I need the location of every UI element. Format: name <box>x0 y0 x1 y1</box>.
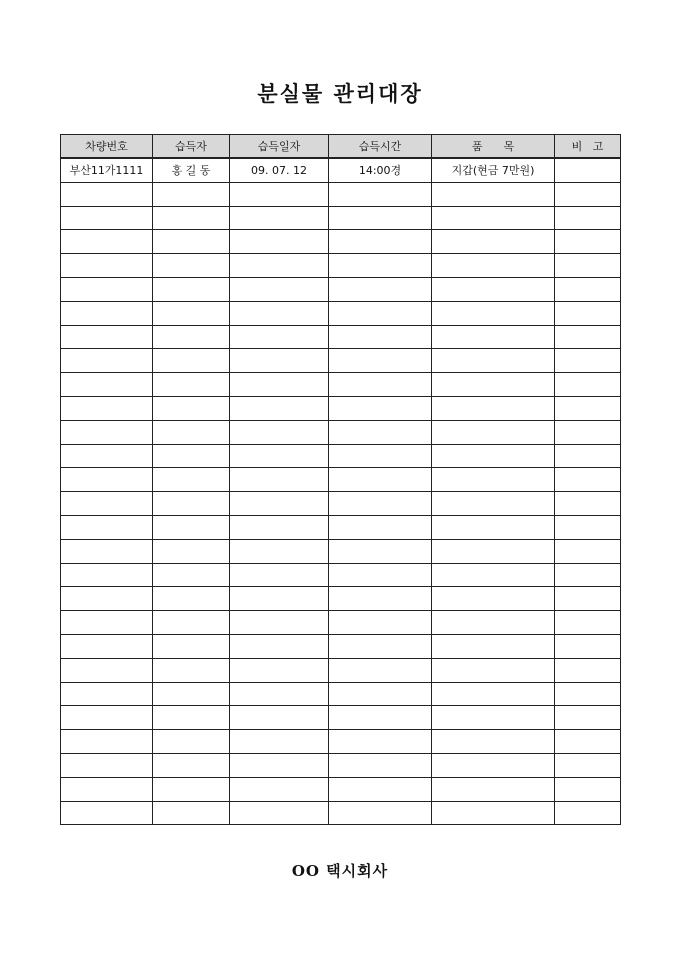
cell-finder <box>153 254 230 278</box>
table-row <box>61 682 621 706</box>
cell-found-date <box>230 396 329 420</box>
cell-found-time <box>329 539 432 563</box>
cell-finder: 홍 길 동 <box>153 158 230 182</box>
cell-finder <box>153 634 230 658</box>
cell-found-date <box>230 587 329 611</box>
cell-remarks <box>555 539 621 563</box>
cell-found-date <box>230 801 329 825</box>
cell-item <box>432 611 555 635</box>
table-row <box>61 730 621 754</box>
column-header-found-date: 습득일자 <box>230 135 329 159</box>
cell-found-date <box>230 325 329 349</box>
table-row <box>61 611 621 635</box>
table-row <box>61 706 621 730</box>
cell-found-time <box>329 492 432 516</box>
table-row <box>61 158 621 182</box>
cell-vehicle-number <box>61 396 153 420</box>
cell-finder <box>153 587 230 611</box>
cell-found-date <box>230 206 329 230</box>
column-header-item: 품 목 <box>432 135 555 159</box>
cell-remarks <box>555 492 621 516</box>
cell-found-time <box>329 468 432 492</box>
cell-found-time <box>329 182 432 206</box>
cell-remarks <box>555 587 621 611</box>
cell-vehicle-number <box>61 634 153 658</box>
cell-vehicle-number <box>61 563 153 587</box>
cell-item <box>432 515 555 539</box>
cell-found-time <box>329 206 432 230</box>
cell-found-date <box>230 468 329 492</box>
table-row <box>61 373 621 397</box>
cell-remarks <box>555 420 621 444</box>
cell-found-date <box>230 420 329 444</box>
cell-vehicle-number <box>61 730 153 754</box>
company-name: OO 택시회사 <box>291 862 389 880</box>
cell-remarks <box>555 515 621 539</box>
cell-item <box>432 634 555 658</box>
cell-finder <box>153 420 230 444</box>
cell-remarks <box>555 611 621 635</box>
cell-found-date <box>230 492 329 516</box>
cell-remarks <box>555 373 621 397</box>
column-header-vehicle-number: 차량번호 <box>61 135 153 159</box>
cell-found-time <box>329 706 432 730</box>
cell-found-date <box>230 444 329 468</box>
table-row <box>61 563 621 587</box>
cell-item <box>432 206 555 230</box>
cell-found-time <box>329 587 432 611</box>
cell-found-date <box>230 301 329 325</box>
table-row <box>61 587 621 611</box>
cell-found-date <box>230 706 329 730</box>
cell-remarks <box>555 349 621 373</box>
cell-found-date <box>230 611 329 635</box>
cell-found-date <box>230 539 329 563</box>
table-row <box>61 277 621 301</box>
cell-found-time <box>329 301 432 325</box>
cell-finder <box>153 515 230 539</box>
column-header-found-time: 습득시간 <box>329 135 432 159</box>
cell-remarks <box>555 658 621 682</box>
cell-remarks <box>555 634 621 658</box>
cell-vehicle-number <box>61 325 153 349</box>
cell-remarks <box>555 682 621 706</box>
cell-remarks <box>555 444 621 468</box>
table-row <box>61 349 621 373</box>
cell-vehicle-number <box>61 753 153 777</box>
cell-item <box>432 658 555 682</box>
cell-found-time <box>329 801 432 825</box>
cell-remarks <box>555 254 621 278</box>
cell-vehicle-number <box>61 254 153 278</box>
cell-remarks <box>555 468 621 492</box>
cell-finder <box>153 301 230 325</box>
cell-item <box>432 373 555 397</box>
cell-found-time <box>329 230 432 254</box>
table-row <box>61 396 621 420</box>
cell-vehicle-number <box>61 682 153 706</box>
cell-remarks <box>555 396 621 420</box>
cell-vehicle-number <box>61 349 153 373</box>
table-row <box>61 444 621 468</box>
cell-item <box>432 396 555 420</box>
cell-vehicle-number <box>61 706 153 730</box>
cell-vehicle-number <box>61 182 153 206</box>
cell-found-date <box>230 277 329 301</box>
cell-found-time <box>329 658 432 682</box>
cell-found-time <box>329 753 432 777</box>
table-row <box>61 539 621 563</box>
cell-remarks <box>555 158 621 182</box>
cell-remarks <box>555 277 621 301</box>
cell-finder <box>153 658 230 682</box>
cell-remarks <box>555 182 621 206</box>
cell-found-time <box>329 777 432 801</box>
cell-finder <box>153 801 230 825</box>
cell-item <box>432 492 555 516</box>
cell-finder <box>153 777 230 801</box>
table-header-row <box>61 135 621 159</box>
cell-finder <box>153 468 230 492</box>
cell-remarks <box>555 753 621 777</box>
cell-found-date <box>230 182 329 206</box>
cell-found-date <box>230 634 329 658</box>
cell-found-time <box>329 373 432 397</box>
cell-item <box>432 587 555 611</box>
cell-vehicle-number <box>61 444 153 468</box>
cell-found-date <box>230 682 329 706</box>
cell-item <box>432 468 555 492</box>
cell-vehicle-number <box>61 539 153 563</box>
table-row <box>61 182 621 206</box>
cell-found-date <box>230 658 329 682</box>
table-row <box>61 753 621 777</box>
table-row <box>61 658 621 682</box>
cell-found-time <box>329 325 432 349</box>
cell-finder <box>153 682 230 706</box>
cell-found-date <box>230 777 329 801</box>
cell-item <box>432 539 555 563</box>
cell-found-time <box>329 420 432 444</box>
cell-item <box>432 730 555 754</box>
cell-found-time <box>329 634 432 658</box>
cell-found-time <box>329 254 432 278</box>
cell-item <box>432 182 555 206</box>
cell-found-date <box>230 254 329 278</box>
cell-item <box>432 349 555 373</box>
table-row <box>61 420 621 444</box>
cell-remarks <box>555 801 621 825</box>
cell-found-date <box>230 349 329 373</box>
cell-found-date <box>230 563 329 587</box>
cell-item <box>432 563 555 587</box>
cell-item <box>432 254 555 278</box>
cell-found-time <box>329 277 432 301</box>
cell-found-time: 14:00경 <box>329 158 432 182</box>
cell-finder <box>153 373 230 397</box>
cell-item <box>432 325 555 349</box>
cell-remarks <box>555 325 621 349</box>
cell-found-time <box>329 563 432 587</box>
cell-found-time <box>329 682 432 706</box>
cell-finder <box>153 349 230 373</box>
table-row <box>61 515 621 539</box>
cell-item <box>432 777 555 801</box>
page-title: 분실물 관리대장 <box>257 81 423 106</box>
cell-remarks <box>555 230 621 254</box>
table-row <box>61 230 621 254</box>
cell-finder <box>153 325 230 349</box>
cell-finder <box>153 206 230 230</box>
cell-vehicle-number <box>61 468 153 492</box>
column-header-finder: 습득자 <box>153 135 230 159</box>
cell-finder <box>153 730 230 754</box>
cell-vehicle-number <box>61 277 153 301</box>
cell-vehicle-number <box>61 230 153 254</box>
cell-found-date <box>230 373 329 397</box>
cell-finder <box>153 277 230 301</box>
cell-finder <box>153 706 230 730</box>
cell-finder <box>153 611 230 635</box>
cell-found-date <box>230 230 329 254</box>
cell-remarks <box>555 206 621 230</box>
table-row <box>61 777 621 801</box>
table-row <box>61 301 621 325</box>
table-row <box>61 206 621 230</box>
cell-remarks <box>555 563 621 587</box>
cell-item <box>432 230 555 254</box>
cell-item <box>432 277 555 301</box>
cell-finder <box>153 230 230 254</box>
table-row <box>61 634 621 658</box>
cell-remarks <box>555 730 621 754</box>
cell-found-date <box>230 515 329 539</box>
cell-remarks <box>555 301 621 325</box>
cell-item <box>432 420 555 444</box>
lost-item-ledger-table <box>60 134 621 825</box>
cell-finder <box>153 753 230 777</box>
cell-found-date <box>230 753 329 777</box>
cell-found-time <box>329 515 432 539</box>
cell-finder <box>153 563 230 587</box>
cell-vehicle-number <box>61 611 153 635</box>
cell-item <box>432 444 555 468</box>
cell-vehicle-number <box>61 801 153 825</box>
cell-found-date: 09. 07. 12 <box>230 158 329 182</box>
cell-item <box>432 706 555 730</box>
cell-found-time <box>329 444 432 468</box>
cell-vehicle-number: 부산11가1111 <box>61 158 153 182</box>
cell-vehicle-number <box>61 301 153 325</box>
cell-finder <box>153 492 230 516</box>
cell-finder <box>153 539 230 563</box>
table-row <box>61 254 621 278</box>
column-header-remarks: 비 고 <box>555 135 621 159</box>
cell-item: 지갑(현금 7만원) <box>432 158 555 182</box>
cell-remarks <box>555 777 621 801</box>
cell-vehicle-number <box>61 373 153 397</box>
cell-found-time <box>329 396 432 420</box>
cell-vehicle-number <box>61 420 153 444</box>
cell-vehicle-number <box>61 492 153 516</box>
cell-vehicle-number <box>61 515 153 539</box>
cell-found-time <box>329 349 432 373</box>
cell-vehicle-number <box>61 777 153 801</box>
cell-finder <box>153 396 230 420</box>
cell-item <box>432 801 555 825</box>
cell-item <box>432 753 555 777</box>
cell-found-time <box>329 730 432 754</box>
cell-vehicle-number <box>61 206 153 230</box>
table-row <box>61 492 621 516</box>
cell-item <box>432 301 555 325</box>
cell-remarks <box>555 706 621 730</box>
cell-found-time <box>329 611 432 635</box>
table-row <box>61 801 621 825</box>
cell-finder <box>153 182 230 206</box>
cell-finder <box>153 444 230 468</box>
cell-vehicle-number <box>61 658 153 682</box>
cell-vehicle-number <box>61 587 153 611</box>
cell-item <box>432 682 555 706</box>
table-row <box>61 325 621 349</box>
cell-found-date <box>230 730 329 754</box>
table-row <box>61 468 621 492</box>
